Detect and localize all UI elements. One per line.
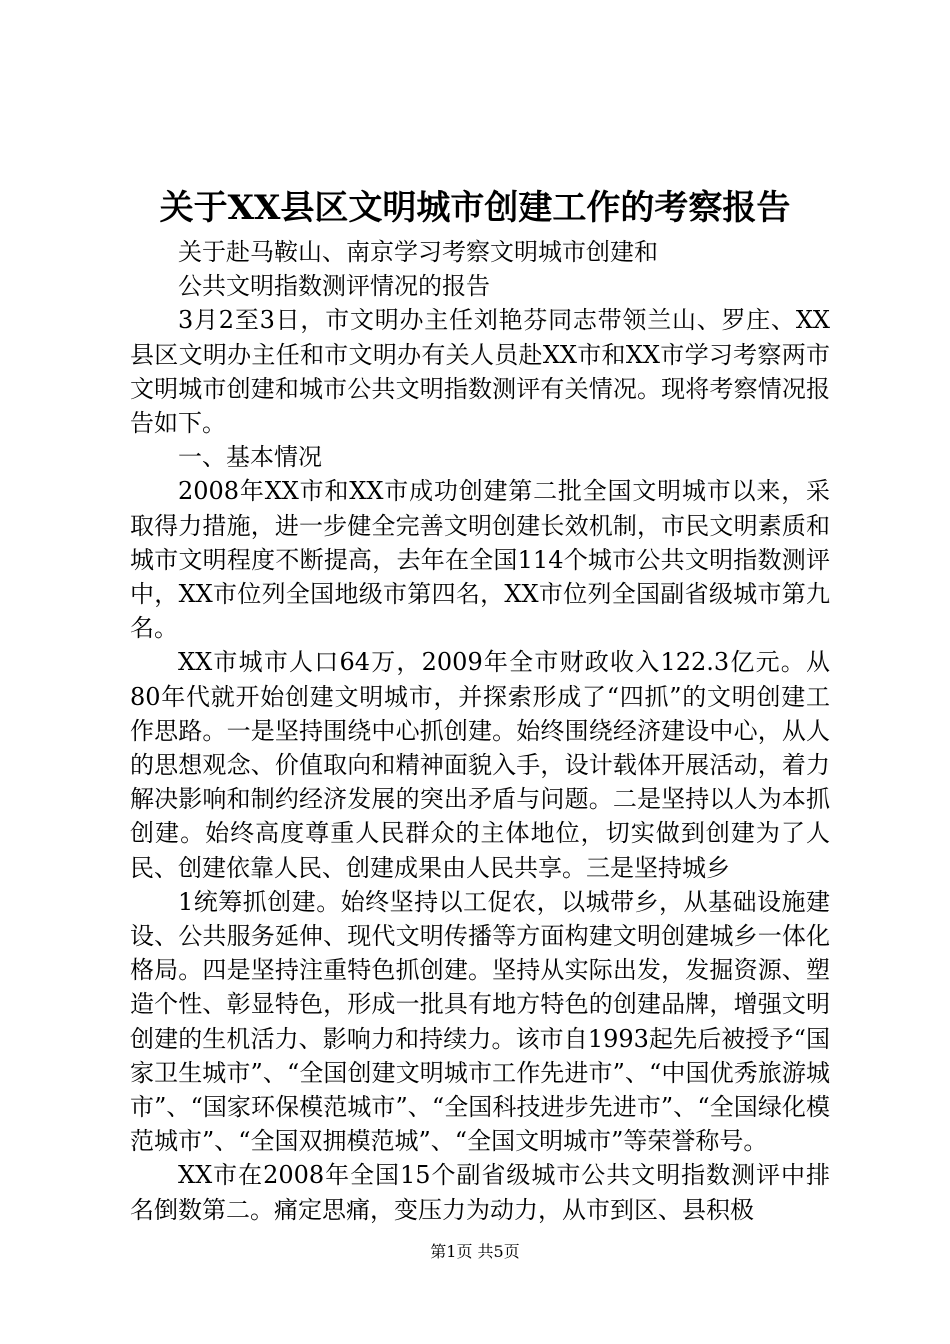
paragraph: 公共文明指数测评情况的报告: [178, 272, 490, 301]
paragraph: XX市在2008年全国15个副省级城市公共文明指数测评中排名倒数第二。痛定思痛，变压力为动力，从市到区、县积极: [130, 1161, 830, 1224]
page-footer: 第1页 共5页: [430, 1242, 520, 1261]
paragraph: 关于赴马鞍山、南京学习考察文明城市创建和: [178, 238, 658, 266]
paragraph: XX市城市人口64万，2009年全市财政收入122.3亿元。从80年代就开始创建文明城市，并探索形成了“四抓”的文明创建工作思路。一是坚持围绕中心抓创建。始终围绕经济建设中心，从人的思想观念、价值取向和精神面貌入手，设计载体开展活动，着力解决影响和制约经济发展的突出矛盾与问题。二是坚持以人为本抓创建。始终高度尊重人民群众的主体地位，切实做到创建为了人民、创建依靠人民、创建成果由人民共享。三是坚持城乡: [130, 648, 830, 882]
section-heading: 一、基本情况: [178, 443, 322, 472]
paragraph: 1统筹抓创建。始终坚持以工促农，以城带乡，从基础设施建设、公共服务延伸、现代文明传播等方面构建文明创建城乡一体化格局。四是坚持注重特色抓创建。坚持从实际出发，发掘资源、塑造个性、彰显特色，形成一批具有地方特色的创建品牌，增强文明创建的生机活力、影响力和持续力。该市自1993起先后被授予“国家卫生城市”、“全国创建文明城市工作先进市”、“中国优秀旅游城市”、“国家环保模范城市”、“全国科技进步先进市”、“全国绿化模范城市”、“全国双拥模范城”、“全国文明城市”等荣誉称号。: [130, 887, 830, 1156]
document-title: 关于XX县区文明城市创建工作的考察报告: [159, 188, 791, 228]
paragraph: 2008年XX市和XX市成功创建第二批全国文明城市以来，采取得力措施，进一步健全完善文明创建长效机制，市民文明素质和城市文明程度不断提高，去年在全国114个城市公共文明指数测评中，XX市位列全国地级市第四名，XX市位列全国副省级城市第九名。: [130, 477, 830, 643]
paragraph: 3月2至3日，市文明办主任刘艳芬同志带领兰山、罗庄、XX县区文明办主任和市文明办有关人员赴XX市和XX市学习考察两市文明城市创建和城市公共文明指数测评有关情况。现将考察情况报告如下。: [130, 306, 830, 438]
document-body: [130, 235, 830, 1227]
